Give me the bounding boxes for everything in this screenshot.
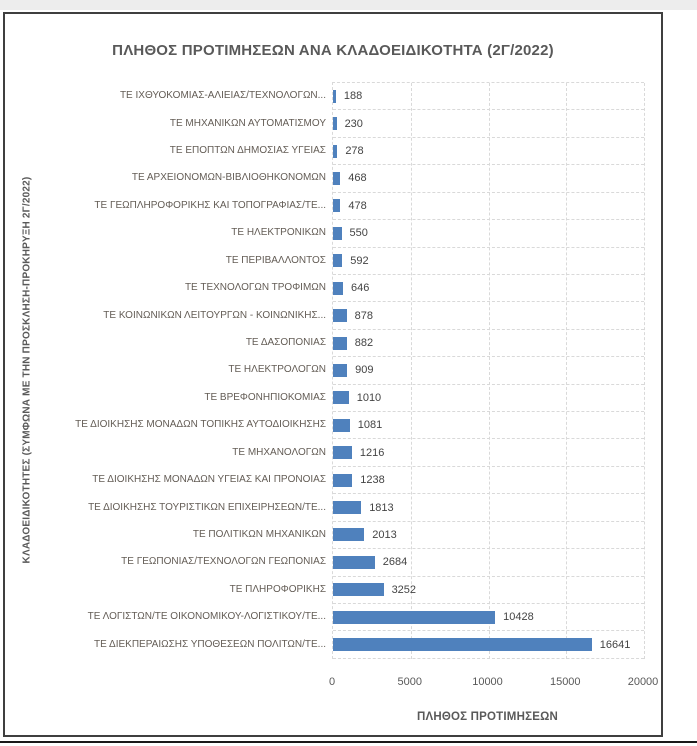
category-label: ΤΕ ΔΙΕΚΠΕΡΑΙΩΣΗΣ ΥΠΟΘΕΣΕΩΝ ΠΟΛΙΤΩΝ/ΤΕ... <box>94 638 326 650</box>
bar-value-label: 478 <box>348 199 367 212</box>
x-axis-ticks <box>328 676 659 690</box>
category-label: ΤΕ ΚΟΙΝΩΝΙΚΩΝ ΛΕΙΤΟΥΡΓΩΝ - ΚΟΙΝΩΝΙΚΗΣ... <box>103 309 326 321</box>
bar <box>333 611 495 624</box>
bar-value-label: 1813 <box>369 501 394 514</box>
bar-row <box>333 549 644 576</box>
bar-row <box>333 248 644 275</box>
bar <box>333 474 352 487</box>
bar-row <box>333 302 644 329</box>
category-label: ΤΕ ΛΟΓΙΣΤΩΝ/ΤΕ ΟΙΚΟΝΟΜΙΚΟΥ-ΛΟΓΙΣΤΙΚΟΥ/ΤΕ... <box>87 611 326 623</box>
category-label: ΤΕ ΓΕΩΠΟΝΙΑΣ/ΤΕΧΝΟΛΟΓΩΝ ΓΕΩΠΟΝΙΑΣ <box>121 556 326 568</box>
bar <box>333 90 336 103</box>
bar-row <box>333 138 644 165</box>
bar-row <box>333 631 644 658</box>
category-label: ΤΕ ΠΕΡΙΒΑΛΛΟΝΤΟΣ <box>225 254 326 266</box>
x-tick-label: 0 <box>328 676 336 688</box>
bar-row <box>333 275 644 302</box>
x-axis-title: ΠΛΗΘΟΣ ΠΡΟΤΙΜΗΣΕΩΝ <box>417 711 558 723</box>
bar <box>333 364 347 377</box>
bar-value-label: 909 <box>355 364 374 377</box>
bar <box>333 638 592 651</box>
bar-row <box>333 110 644 137</box>
bar <box>333 282 343 295</box>
bar-value-label: 468 <box>348 172 367 185</box>
y-axis-title: ΚΛΑΔΟΕΙΔΙΚΟΤΗΤΕΣ (ΣΥΜΦΩΝΑ ΜΕ ΤΗΝ ΠΡΟΣΚΛΗΣΗ-ΠΡΟΚΗΡΥΞΗ 2Γ/2022) <box>21 176 33 564</box>
bar-row <box>333 439 644 466</box>
bar-value-label: 188 <box>343 90 363 103</box>
bar-row <box>333 165 644 192</box>
bar-value-label: 2684 <box>382 556 408 569</box>
bar-row <box>333 467 644 494</box>
x-tick-label: 10000 <box>472 676 503 688</box>
vertical-gridline <box>644 83 645 659</box>
bar <box>333 528 364 541</box>
bar-value-label: 882 <box>354 337 374 349</box>
page-top-margin <box>0 0 697 10</box>
bar-value-label: 550 <box>349 227 368 240</box>
x-tick-label: 20000 <box>627 676 659 688</box>
category-axis-labels <box>13 82 326 658</box>
bar-value-label: 230 <box>344 117 363 130</box>
category-label: ΤΕ ΤΕΧΝΟΛΟΓΩΝ ΤΡΟΦΙΜΩΝ <box>184 282 326 294</box>
category-label: ΤΕ ΑΡΧΕΙΟΝΟΜΩΝ-ΒΙΒΛΙΟΘΗΚΟΝΟΜΩΝ <box>131 172 326 184</box>
bar <box>333 254 342 267</box>
bar <box>333 419 350 432</box>
category-label: ΤΕ ΔΙΟΙΚΗΣΗΣ ΤΟΥΡΙΣΤΙΚΩΝ ΕΠΙΧΕΙΡΗΣΕΩΝ/ΤΕ... <box>88 501 326 513</box>
bar <box>333 501 361 514</box>
bar-value-label: 278 <box>345 145 364 158</box>
bar <box>333 145 337 158</box>
category-label: ΤΕ ΗΛΕΚΤΡΟΛΟΓΩΝ <box>228 364 326 376</box>
bar-value-label: 1216 <box>359 446 385 459</box>
bar-value-label: 1081 <box>357 419 383 432</box>
category-label: ΤΕ ΠΟΛΙΤΙΚΩΝ ΜΗΧΑΝΙΚΩΝ <box>192 528 326 540</box>
category-label: ΤΕ ΔΙΟΙΚΗΣΗΣ ΜΟΝΑΔΩΝ ΤΟΠΙΚΗΣ ΑΥΤΟΔΙΟΙΚΗΣΗΣ <box>75 419 326 431</box>
bar-value-label: 2013 <box>372 528 397 541</box>
bar-value-label: 592 <box>350 254 369 267</box>
category-label: ΤΕ ΙΧΘΥΟΚΟΜΙΑΣ-ΑΛΙΕΙΑΣ/ΤΕΧΝΟΛΟΓΩΝ... <box>119 90 326 102</box>
chart-frame <box>3 12 663 737</box>
bar-row <box>333 330 644 357</box>
category-label: ΤΕ ΔΑΣΟΠΟΝΙΑΣ <box>245 337 326 348</box>
category-label: ΤΕ ΓΕΩΠΛΗΡΟΦΟΡΙΚΗΣ ΚΑΙ ΤΟΠΟΓΡΑΦΙΑΣ/ΤΕ... <box>94 199 326 211</box>
category-label: ΤΕ ΜΗΧΑΝΟΛΟΓΩΝ <box>232 446 326 458</box>
bar-value-label: 1238 <box>360 474 385 487</box>
bar-row <box>333 604 644 631</box>
category-label: ΤΕ ΔΙΟΙΚΗΣΗΣ ΜΟΝΑΔΩΝ ΥΓΕΙΑΣ ΚΑΙ ΠΡΟΝΟΙΑΣ <box>92 474 326 486</box>
bar-value-label: 3252 <box>391 583 417 596</box>
bar-value-label: 878 <box>354 309 373 322</box>
bar <box>333 446 352 459</box>
category-label: ΤΕ ΒΡΕΦΟΝΗΠΙΟΚΟΜΙΑΣ <box>204 391 326 403</box>
chart-title: ΠΛΗΘΟΣ ΠΡΟΤΙΜΗΣΕΩΝ ΑΝΑ ΚΛΑΔΟΕΙΔΙΚΟΤΗΤΑ (2Γ/2022) <box>112 42 554 59</box>
category-label: ΤΕ ΗΛΕΚΤΡΟΝΙΚΩΝ <box>231 227 326 239</box>
bar-row <box>333 412 644 439</box>
bar <box>333 117 337 130</box>
bar <box>333 309 347 322</box>
bar-row <box>333 522 644 549</box>
bar-row <box>333 193 644 220</box>
bar-value-label: 646 <box>351 282 370 295</box>
bar-row <box>333 357 644 384</box>
bar-row <box>333 385 644 412</box>
bar-value-label: 16641 <box>599 638 631 651</box>
plot-area <box>332 82 644 659</box>
bar-value-label: 10428 <box>503 611 534 624</box>
page-divider-rule <box>0 741 697 743</box>
bar <box>333 199 340 212</box>
x-tick-label: 15000 <box>549 676 581 688</box>
bar-row <box>333 220 644 247</box>
bar-value-label: 1010 <box>356 391 382 404</box>
category-label: ΤΕ ΕΠΟΠΤΩΝ ΔΗΜΟΣΙΑΣ ΥΓΕΙΑΣ <box>169 145 326 157</box>
bar-row <box>333 577 644 604</box>
bar-row <box>333 83 644 110</box>
bar <box>333 227 342 240</box>
x-tick-label: 5000 <box>397 676 422 688</box>
bar <box>333 583 384 596</box>
bar <box>333 391 349 404</box>
bar-row <box>333 494 644 521</box>
bar <box>333 556 375 569</box>
bar <box>333 337 347 350</box>
bar-rows <box>333 83 644 659</box>
category-label: ΤΕ ΜΗΧΑΝΙΚΩΝ ΑΥΤΟΜΑΤΙΣΜΟΥ <box>169 117 326 129</box>
category-label: ΤΕ ΠΛΗΡΟΦΟΡΙΚΗΣ <box>229 583 326 595</box>
bar <box>333 172 340 185</box>
